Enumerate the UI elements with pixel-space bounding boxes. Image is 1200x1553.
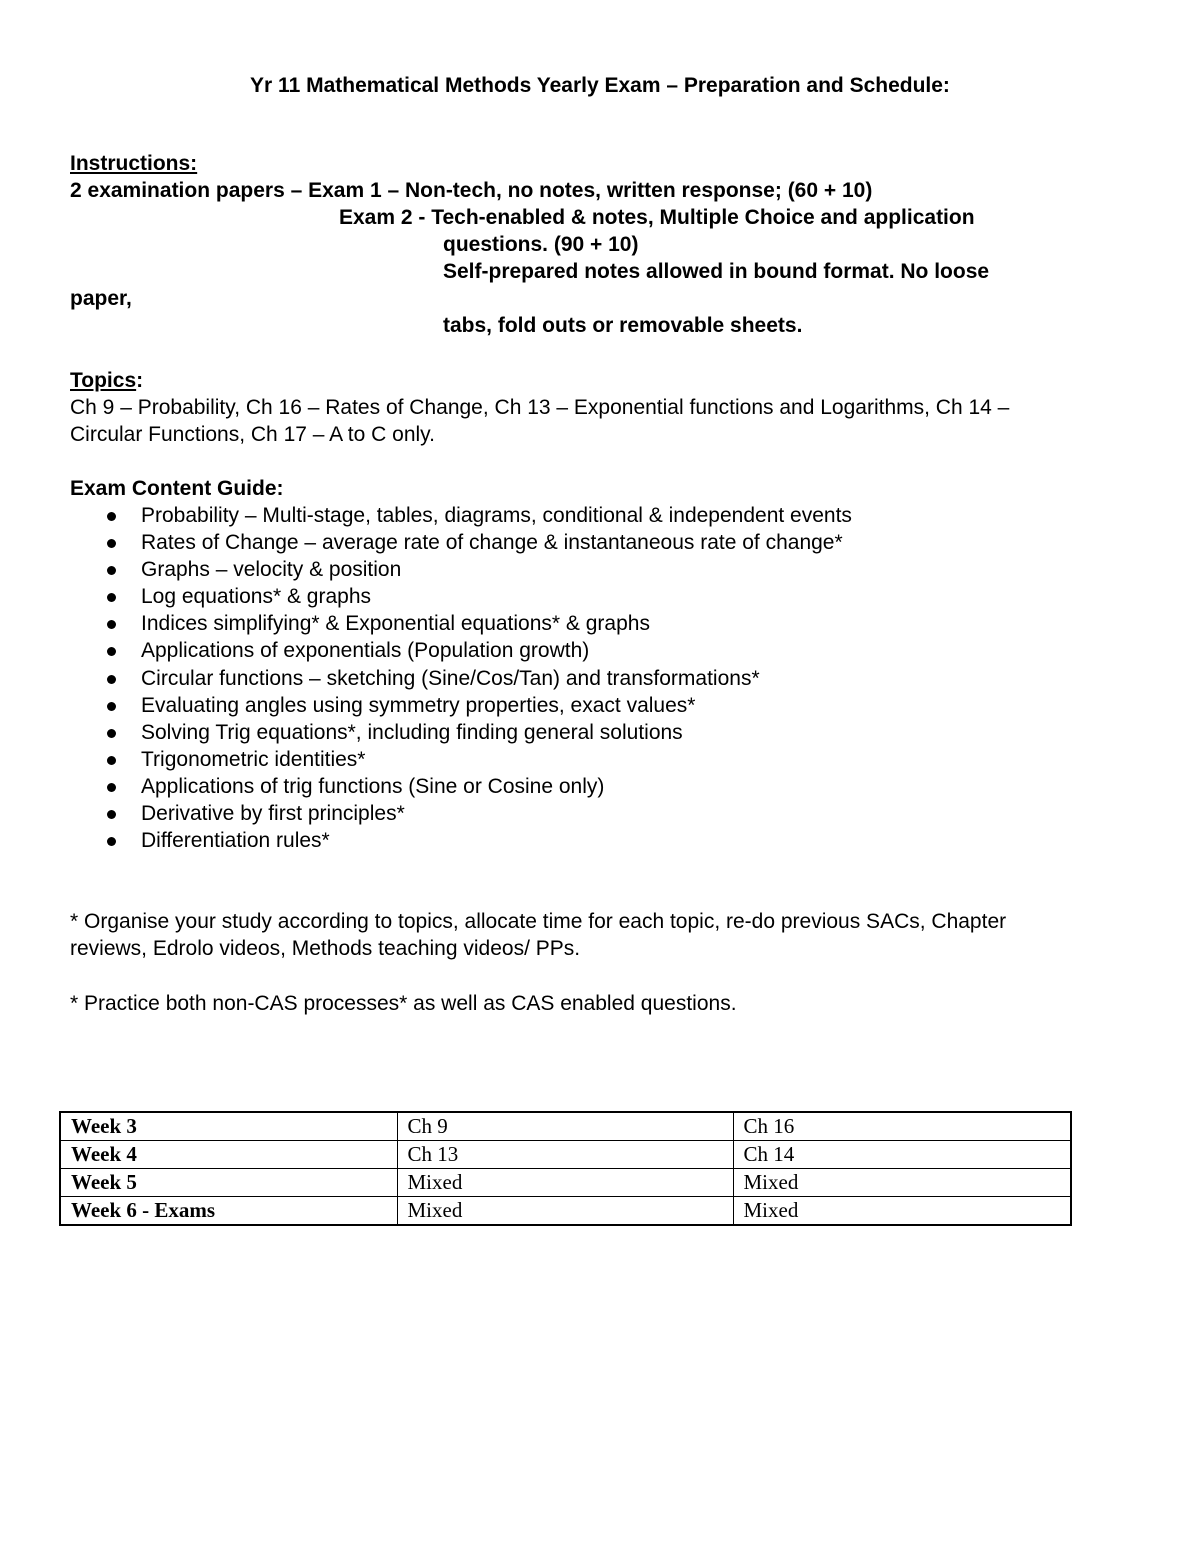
list-item-text: Probability – Multi-stage, tables, diagrams, conditional & independent events — [141, 504, 852, 527]
bullet-icon — [107, 566, 116, 575]
list-item-text: Indices simplifying* & Exponential equations* & graphs — [141, 612, 650, 636]
list-item — [70, 556, 852, 583]
list-item — [70, 692, 852, 719]
list-item — [70, 502, 852, 529]
exam-guide-heading: Exam Content Guide: — [70, 477, 284, 500]
bullet-icon — [107, 647, 116, 656]
list-item — [70, 529, 852, 556]
table-row — [60, 1141, 1071, 1169]
chapter-cell: Mixed — [397, 1197, 733, 1226]
list-item-text: Log equations* & graphs — [141, 585, 372, 609]
bullet-icon — [107, 539, 116, 548]
exam-guide-list — [70, 502, 852, 854]
topics-heading-line — [70, 367, 143, 394]
week-cell: Week 4 — [60, 1141, 397, 1169]
week-cell: Week 6 - Exams — [60, 1197, 397, 1226]
list-item — [70, 583, 852, 610]
week-cell: Week 5 — [60, 1169, 397, 1197]
study-note-line-2: reviews, Edrolo videos, Methods teaching videos/ PPs. — [70, 937, 581, 960]
list-item — [70, 665, 852, 692]
page-title: Yr 11 Mathematical Methods Yearly Exam – Preparation and Schedule: — [250, 74, 950, 97]
schedule-table — [59, 1111, 1072, 1226]
table-row — [60, 1169, 1071, 1197]
table-row — [60, 1197, 1071, 1226]
practice-note: * Practice both non-CAS processes* as well as CAS enabled questions. — [70, 992, 737, 1015]
list-item-text: Applications of trig functions (Sine or Cosine only) — [141, 774, 605, 798]
bullet-icon — [107, 593, 116, 602]
bullet-icon — [107, 620, 116, 629]
bullet-icon — [107, 783, 116, 792]
list-item — [70, 610, 852, 637]
topics-line-1: Ch 9 – Probability, Ch 16 – Rates of Change, Ch 13 – Exponential functions and Logarithms, Ch 14 – — [70, 396, 1010, 419]
chapter-cell: Ch 14 — [733, 1141, 1071, 1169]
table-row — [60, 1112, 1071, 1141]
list-item-text: Differentiation rules* — [141, 829, 330, 853]
list-item — [70, 800, 852, 827]
instructions-line-2: Exam 2 - Tech-enabled & notes, Multiple Choice and application — [339, 206, 975, 229]
list-item-text: Derivative by first principles* — [141, 802, 405, 826]
instructions-line-3: questions. (90 + 10) — [443, 233, 639, 256]
study-note-line-1: * Organise your study according to topics, allocate time for each topic, re-do previous SACs, Chapter — [70, 910, 1007, 933]
list-item — [70, 746, 852, 773]
instructions-line-4: Self-prepared notes allowed in bound format. No loose — [443, 260, 990, 283]
week-cell: Week 3 — [60, 1112, 397, 1141]
list-item-text: Graphs – velocity & position — [141, 558, 402, 582]
list-item-text: Circular functions – sketching (Sine/Cos/Tan) and transformations* — [141, 666, 760, 690]
topics-heading: Topics — [70, 369, 137, 392]
chapter-cell: Mixed — [733, 1197, 1071, 1226]
chapter-cell: Ch 9 — [397, 1112, 733, 1141]
instructions-line-5: paper, — [70, 287, 132, 310]
chapter-cell: Ch 16 — [733, 1112, 1071, 1141]
bullet-icon — [107, 729, 116, 738]
bullet-icon — [107, 810, 116, 819]
chapter-cell: Mixed — [397, 1169, 733, 1197]
instructions-line-6: tabs, fold outs or removable sheets. — [443, 314, 803, 337]
topics-heading-colon: : — [136, 369, 144, 392]
bullet-icon — [107, 837, 116, 846]
instructions-heading: Instructions: — [70, 152, 198, 175]
list-item — [70, 773, 852, 800]
list-item — [70, 827, 852, 854]
list-item-text: Applications of exponentials (Population growth) — [141, 639, 590, 663]
instructions-line-1: 2 examination papers – Exam 1 – Non-tech, no notes, written response; (60 + 10) — [70, 179, 873, 202]
list-item-text: Trigonometric identities* — [141, 747, 366, 771]
bullet-icon — [107, 702, 116, 711]
chapter-cell: Mixed — [733, 1169, 1071, 1197]
list-item — [70, 719, 852, 746]
list-item — [70, 637, 852, 664]
bullet-icon — [107, 675, 116, 684]
list-item-text: Rates of Change – average rate of change & instantaneous rate of change* — [141, 531, 843, 555]
topics-line-2: Circular Functions, Ch 17 – A to C only. — [70, 423, 435, 446]
bullet-icon — [107, 512, 116, 521]
bullet-icon — [107, 756, 116, 765]
list-item-text: Evaluating angles using symmetry properties, exact values* — [141, 693, 696, 717]
chapter-cell: Ch 13 — [397, 1141, 733, 1169]
list-item-text: Solving Trig equations*, including finding general solutions — [141, 720, 683, 744]
